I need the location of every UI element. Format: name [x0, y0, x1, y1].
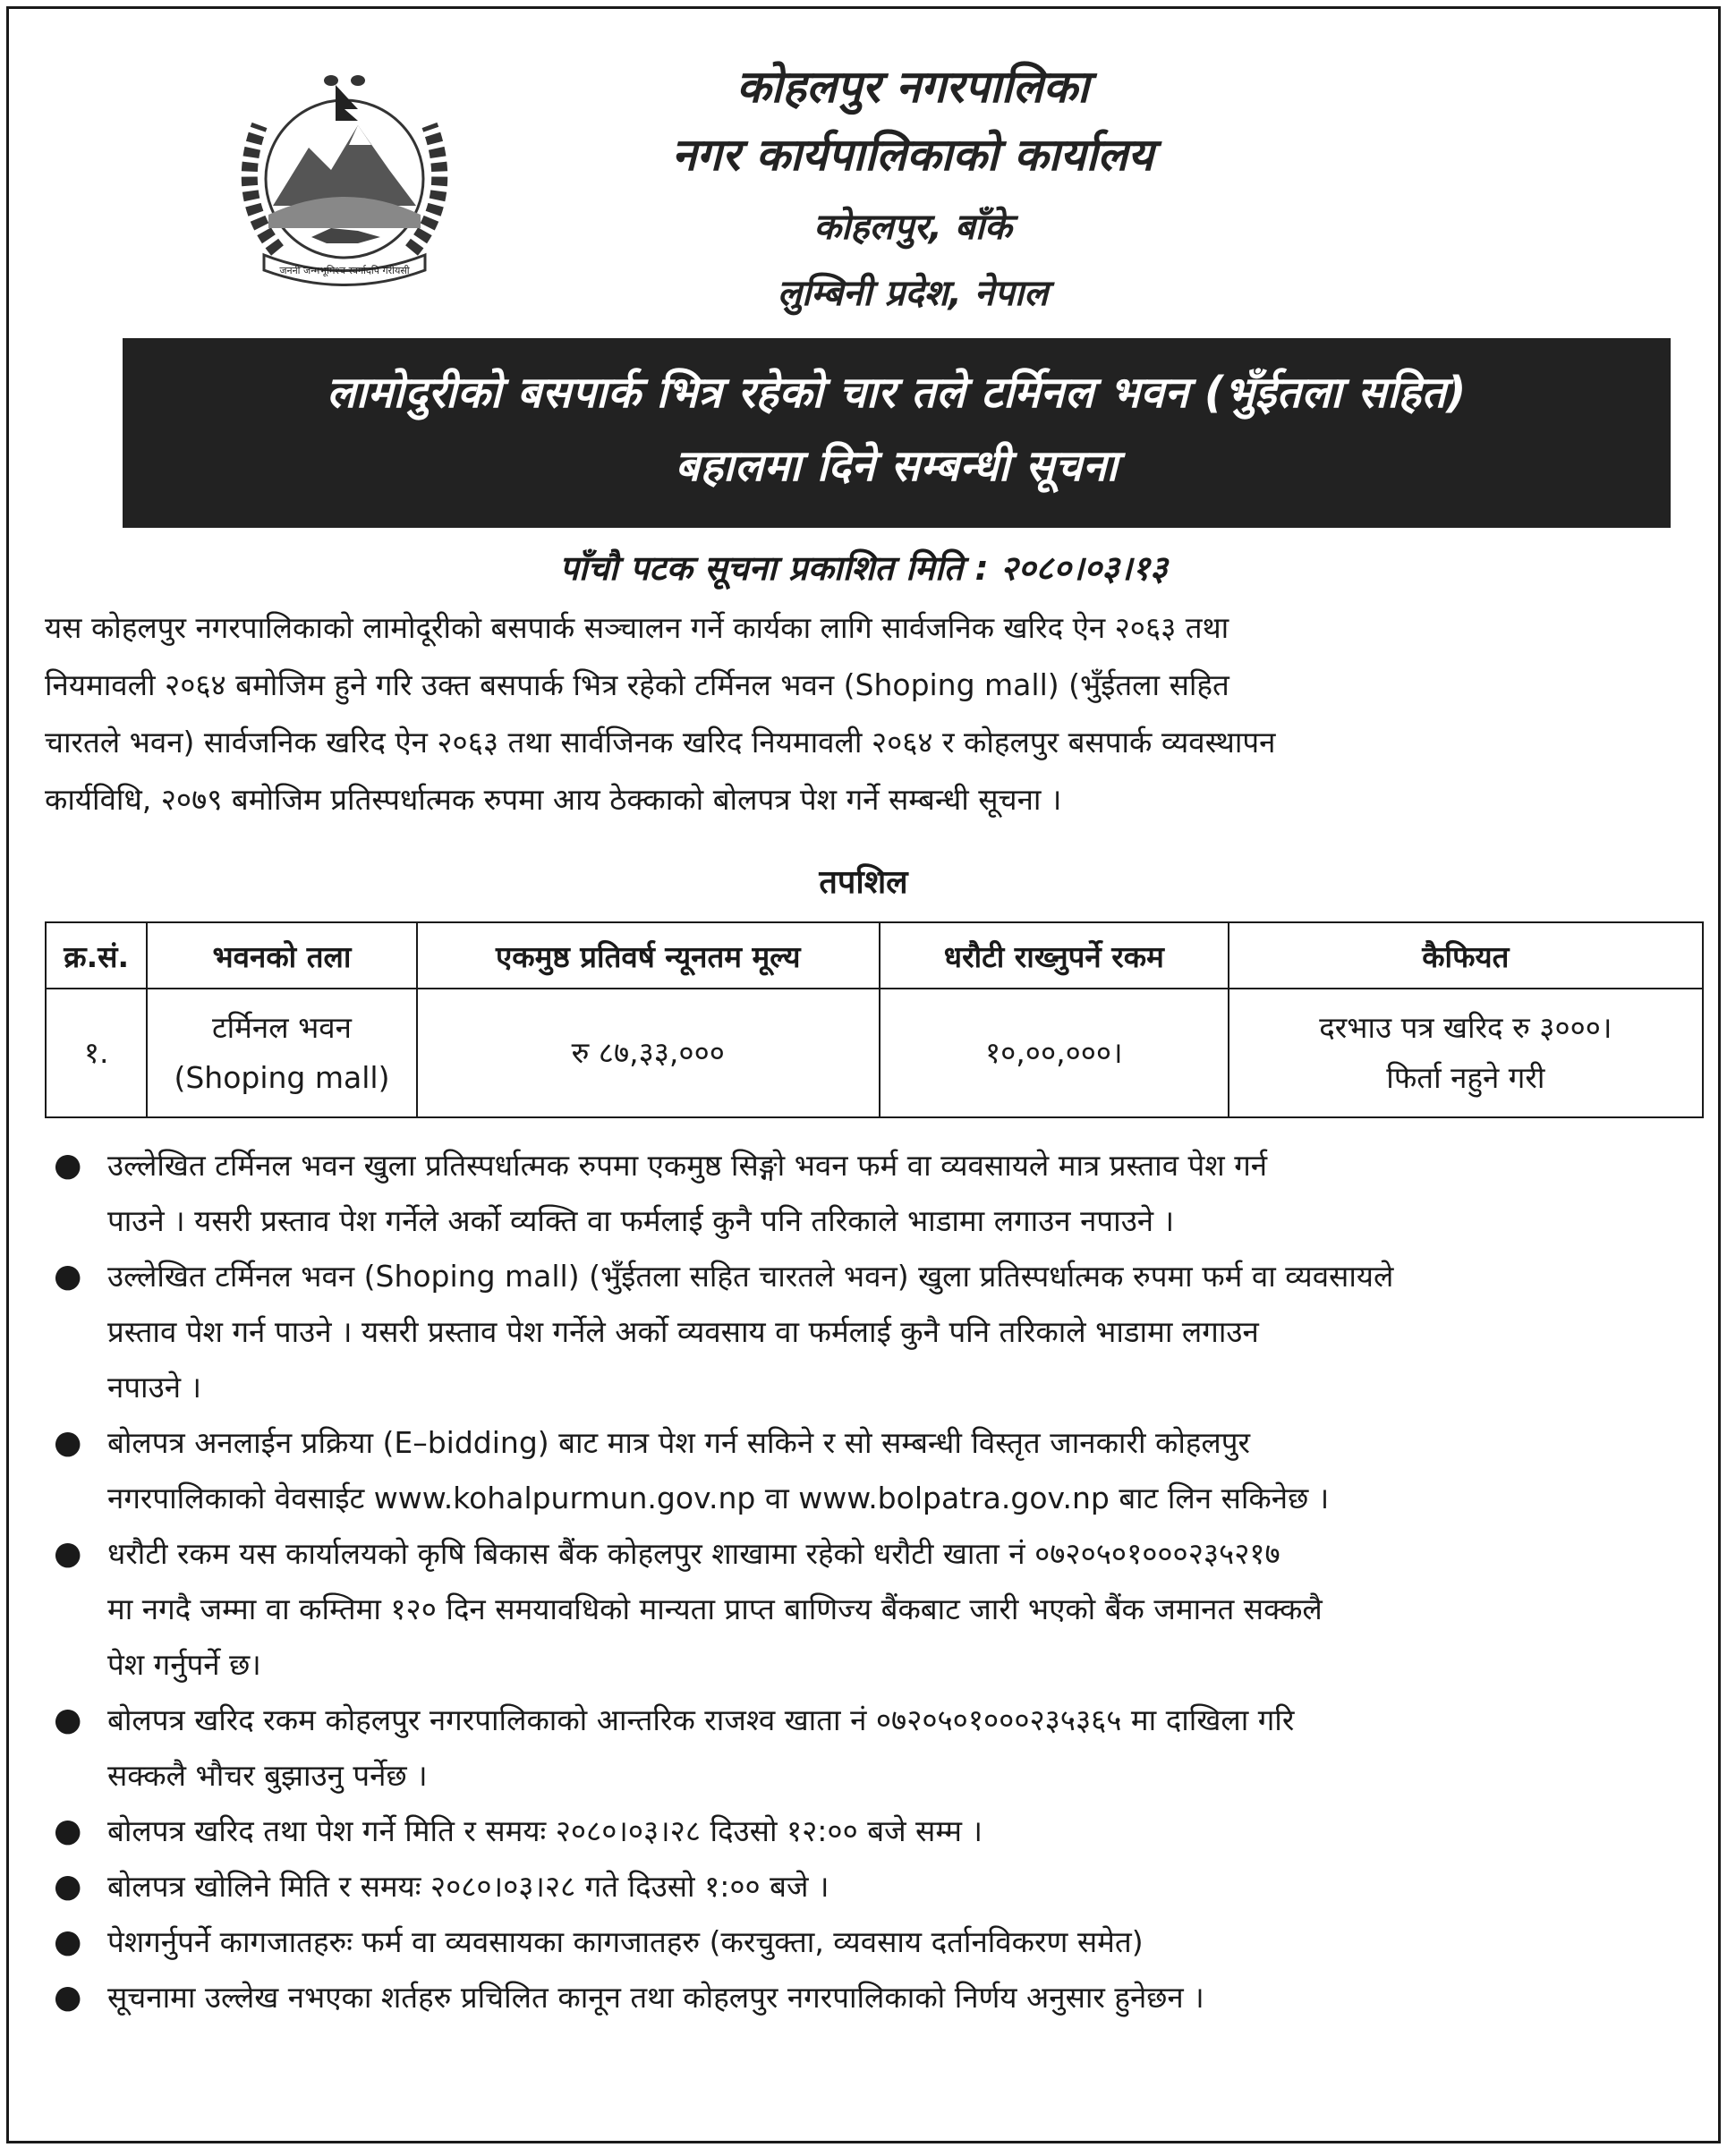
- list-item-line: सक्कलै भौचर बुझाउनु पर्नेछ ।: [107, 1758, 428, 1793]
- nepal-emblem-logo: [224, 72, 465, 286]
- bullet-icon: ●: [54, 1424, 82, 1461]
- municipality-name: कोहलपुर नगरपालिका: [736, 61, 1089, 113]
- list-item-line: बोलपत्र खरिद रकम कोहलपुर नगरपालिकाको आन्तरिक राजश्व खाता नं ०७२०५०१०००२३५३६५ मा दाखिला गरि: [107, 1702, 1295, 1737]
- list-item-line: बोलपत्र खोलिने मिति र समयः २०८०।०३।२८ गते दिउसो १:०० बजे ।: [107, 1869, 829, 1904]
- bullet-icon: ●: [54, 1923, 82, 1960]
- list-item: [45, 1859, 1691, 1914]
- list-item-line: सूचनामा उल्लेख नभएका शर्तहरु प्रचिलित कानून तथा कोहलपुर नगरपालिकाको निर्णय अनुसार हुनेछन ।: [107, 1980, 1204, 2015]
- bullet-icon: ●: [54, 1702, 82, 1738]
- office-location: कोहलपुर, बाँके: [813, 207, 1012, 248]
- notice-page: [6, 6, 1721, 2143]
- bullet-icon: ●: [54, 1258, 82, 1294]
- list-item-line: बोलपत्र खरिद तथा पेश गर्ने मिति र समयः २०८०।०३।२८ दिउसो १२:०० बजे सम्म ।: [107, 1813, 983, 1848]
- list-item-line: प्रस्ताव पेश गर्न पाउने । यसरी प्रस्ताव पेश गर्नेले अर्को व्यवसाय वा फर्मलाई कुनै पनि तरिकाले भाडामा लगाउन: [107, 1314, 1259, 1349]
- list-item-line: उल्लेखित टर्मिनल भवन खुला प्रतिस्पर्धात्मक रुपमा एकमुष्ठ सिङ्गो भवन फर्म वा व्यवसायले मात्र प्रस्ताव पेश गर्न: [107, 1148, 1268, 1183]
- column-header-remarks: कैफियत: [1229, 922, 1703, 989]
- bullet-icon: ●: [54, 1812, 82, 1849]
- intro-line: कार्यविधि, २०७९ बमोजिम प्रतिस्पर्धात्मक रुपमा आय ठेक्काको बोलपत्र पेश गर्ने सम्बन्धी सूचना ।: [45, 782, 1062, 817]
- cell-floor-line-1: टर्मिनल भवन: [211, 1010, 352, 1045]
- office-province: लुम्बिनी प्रदेश, नेपाल: [777, 273, 1049, 314]
- cell-sn: १.: [46, 989, 147, 1117]
- cell-floor: [147, 989, 416, 1117]
- cell-remarks-line-1: दरभाउ पत्र खरिद रु ३०००।: [1319, 1010, 1612, 1045]
- intro-line: यस कोहलपुर नगरपालिकाको लामोदूरीको बसपार्क सञ्चालन गर्ने कार्यका लागि सार्वजनिक खरिद ऐन २०६३ तथा: [45, 610, 1229, 645]
- bullet-icon: ●: [54, 1868, 82, 1905]
- publication-date: पाँचौ पटक सूचना प्रकाशित मिति : २०८०।०३।१३: [559, 548, 1168, 588]
- conditions-list: [45, 1138, 1691, 2025]
- list-item-line: पाउने । यसरी प्रस्ताव पेश गर्नेले अर्को व्यक्ति वा फर्मलाई कुनै पनि तरिकाले भाडामा लगाउन नपाउने ।: [107, 1203, 1175, 1238]
- list-item: [45, 1970, 1691, 2025]
- list-item-line: धरौटी रकम यस कार्यालयको कृषि बिकास बैंक कोहलपुर शाखामा रहेको धरौटी खाता नं ०७२०५०१०००२३५२१७: [107, 1536, 1280, 1571]
- list-item: [45, 1526, 1691, 1693]
- bullet-icon: ●: [54, 1535, 82, 1572]
- list-item-line: नगरपालिकाको वेवसाईट www.kohalpurmun.gov.np वा www.bolpatra.gov.np बाट लिन सकिनेछ ।: [107, 1481, 1330, 1515]
- list-item-line: नपाउने ।: [107, 1370, 202, 1405]
- list-item: [45, 1914, 1691, 1970]
- list-item-line: बोलपत्र अनलाईन प्रक्रिया (E–bidding) बाट मात्र पेश गर्न सकिने र सो सम्बन्धी विस्तृत जानकारी कोहलपुर: [107, 1425, 1251, 1460]
- list-item-line: पेश गर्नुपर्ने छ।: [107, 1647, 261, 1682]
- cell-remarks-line-2: फिर्ता नहुने गरी: [1386, 1060, 1545, 1095]
- list-item-line: उल्लेखित टर्मिनल भवन (Shoping mall) (भुँईतला सहित चारतले भवन) खुला प्रतिस्पर्धात्मक रुपमा फर्म वा व्यवसायले: [107, 1259, 1394, 1294]
- emblem-motto: जननी जन्मभूमिश्च स्वर्गादपि गरीयसी: [279, 265, 410, 276]
- details-heading: तपशिल: [819, 864, 908, 901]
- office-name: नगर कार्यपालिकाको कार्यालय: [671, 129, 1154, 181]
- list-item: [45, 1693, 1691, 1804]
- list-item: [45, 1415, 1691, 1526]
- office-header: [510, 55, 1315, 322]
- intro-line: नियमावली २०६४ बमोजिम हुने गरि उक्त बसपार्क भित्र रहेको टर्मिनल भवन (Shoping mall) (भुँईतला सहित: [45, 667, 1229, 702]
- cell-remarks: [1229, 989, 1703, 1117]
- bullet-icon: ●: [54, 1147, 82, 1184]
- notice-title-line-2: बहालमा दिने सम्बन्धी सूचना: [675, 441, 1119, 491]
- notice-title-line-1: लामोदुरीको बसपार्क भित्र रहेको चार तले टर्मिनल भवन (भुँईतला सहित): [327, 368, 1467, 418]
- list-item-line: पेशगर्नुपर्ने कागजातहरुः फर्म वा व्यवसायका कागजातहरु (करचुक्ता, व्यवसाय दर्तानविकरण समेत): [107, 1924, 1144, 1959]
- column-header-deposit: धरौटी राख्नुपर्ने रकम: [880, 922, 1229, 989]
- intro-line: चारतले भवन) सार्वजनिक खरिद ऐन २०६३ तथा सार्वजिनक खरिद नियमावली २०६४ र कोहलपुर बसपार्क व्यवस्थापन: [45, 725, 1276, 760]
- bullet-icon: ●: [54, 1979, 82, 2016]
- table-header-row: [46, 922, 1703, 989]
- column-header-sn: क्र.सं.: [46, 922, 147, 989]
- column-header-floor: भवनको तला: [147, 922, 416, 989]
- column-header-min-price: एकमुष्ठ प्रतिवर्ष न्यूनतम मूल्य: [417, 922, 880, 989]
- list-item-line: मा नगदै जम्मा वा कम्तिमा १२० दिन समयावधिको मान्यता प्राप्त बाणिज्य बैंकबाट जारी भएको बैंक जमानत सक्कलै: [107, 1592, 1323, 1626]
- list-item: [45, 1804, 1691, 1859]
- cell-deposit: १०,००,०००।: [880, 989, 1229, 1117]
- table-row: [46, 989, 1703, 1117]
- cell-min-price: रु ८७,३३,०००: [417, 989, 880, 1117]
- intro-paragraph: [45, 599, 1691, 828]
- notice-title-banner: [123, 338, 1671, 528]
- list-item: [45, 1249, 1691, 1415]
- details-table: [45, 921, 1704, 1118]
- cell-floor-line-2: (Shoping mall): [174, 1060, 390, 1095]
- list-item: [45, 1138, 1691, 1249]
